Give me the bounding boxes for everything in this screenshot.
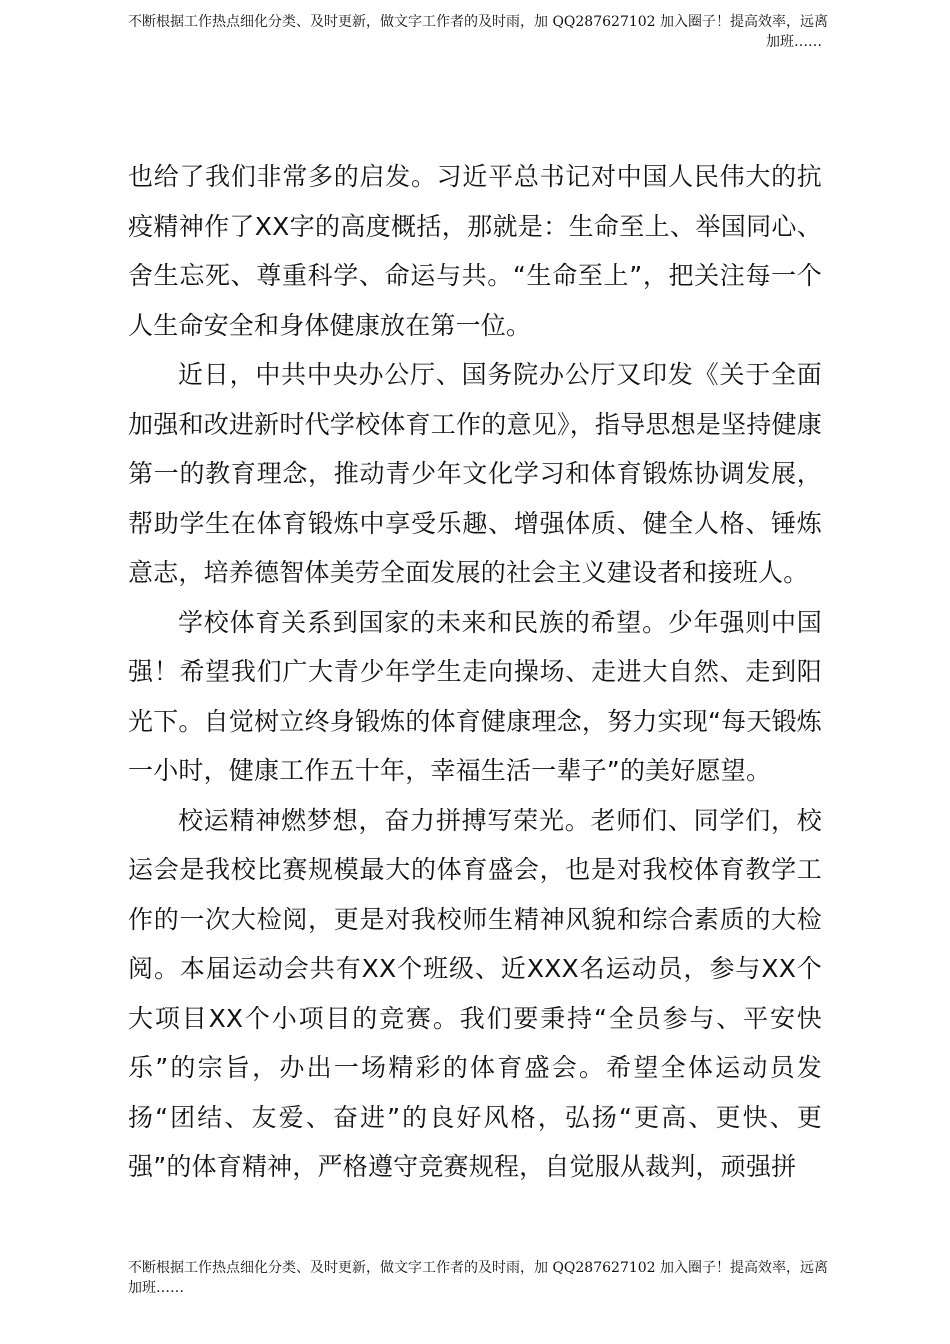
page-header [128,12,829,52]
paragraph-1: 也给了我们非常多的启发。习近平总书记对中国人民伟大的抗疫精神作了XX字的高度概括，那就是：生命至上、举国同心、舍生忘死、尊重科学、命运与共。“生命至上”，把关注每一个人生命安全和身体健康放在第一位。 [128,162,822,340]
document-body [128,152,822,1192]
paragraph-2: 近日，中共中央办公厅、国务院办公厅又印发《关于全面加强和改进新时代学校体育工作的意见》，指导思想是坚持健康第一的教育理念，推动青少年文化学习和体育锻炼协调发展，帮助学生在体育锻炼中享受乐趣、增强体质、健全人格、锤炼意志，培养德智体美劳全面发展的社会主义建设者和接班人。 [128,360,822,587]
paragraph-4: 校运精神燃梦想，奋力拼搏写荣光。老师们、同学们，校运会是我校比赛规模最大的体育盛会，也是对我校体育教学工作的一次大检阅，更是对我校师生精神风貌和综合素质的大检阅。本届运动会共有XX个班级、近XXX名运动员，参与XX个大项目XX个小项目的竞赛。我们要秉持“全员参与、平安快乐”的宗旨，办出一场精彩的体育盛会。希望全体运动员发扬“团结、友爱、奋进”的良好风格，弘扬“更高、更快、更强”的体育精神，严格遵守竞赛规程，自觉服从裁判，顽强拼 [128,805,822,1181]
footer-line-1: 不断根据工作热点细化分类、及时更新，做文字工作者的及时雨，加 QQ287627102 加入圈子！提高效率，远离 [128,1260,829,1276]
page-footer [128,1258,829,1298]
header-line-1: 不断根据工作热点细化分类、及时更新，做文字工作者的及时雨，加 QQ287627102 加入圈子！提高效率，远离 [128,14,829,30]
header-line-2: 加班…… [766,34,822,50]
footer-line-2: 加班…… [128,1280,184,1296]
paragraph-3: 学校体育关系到国家的未来和民族的希望。少年强则中国强！希望我们广大青少年学生走向操场、走进大自然、走到阳光下。自觉树立终身锻炼的体育健康理念，努力实现“每天锻炼一小时，健康工作五十年，幸福生活一辈子”的美好愿望。 [128,607,822,785]
